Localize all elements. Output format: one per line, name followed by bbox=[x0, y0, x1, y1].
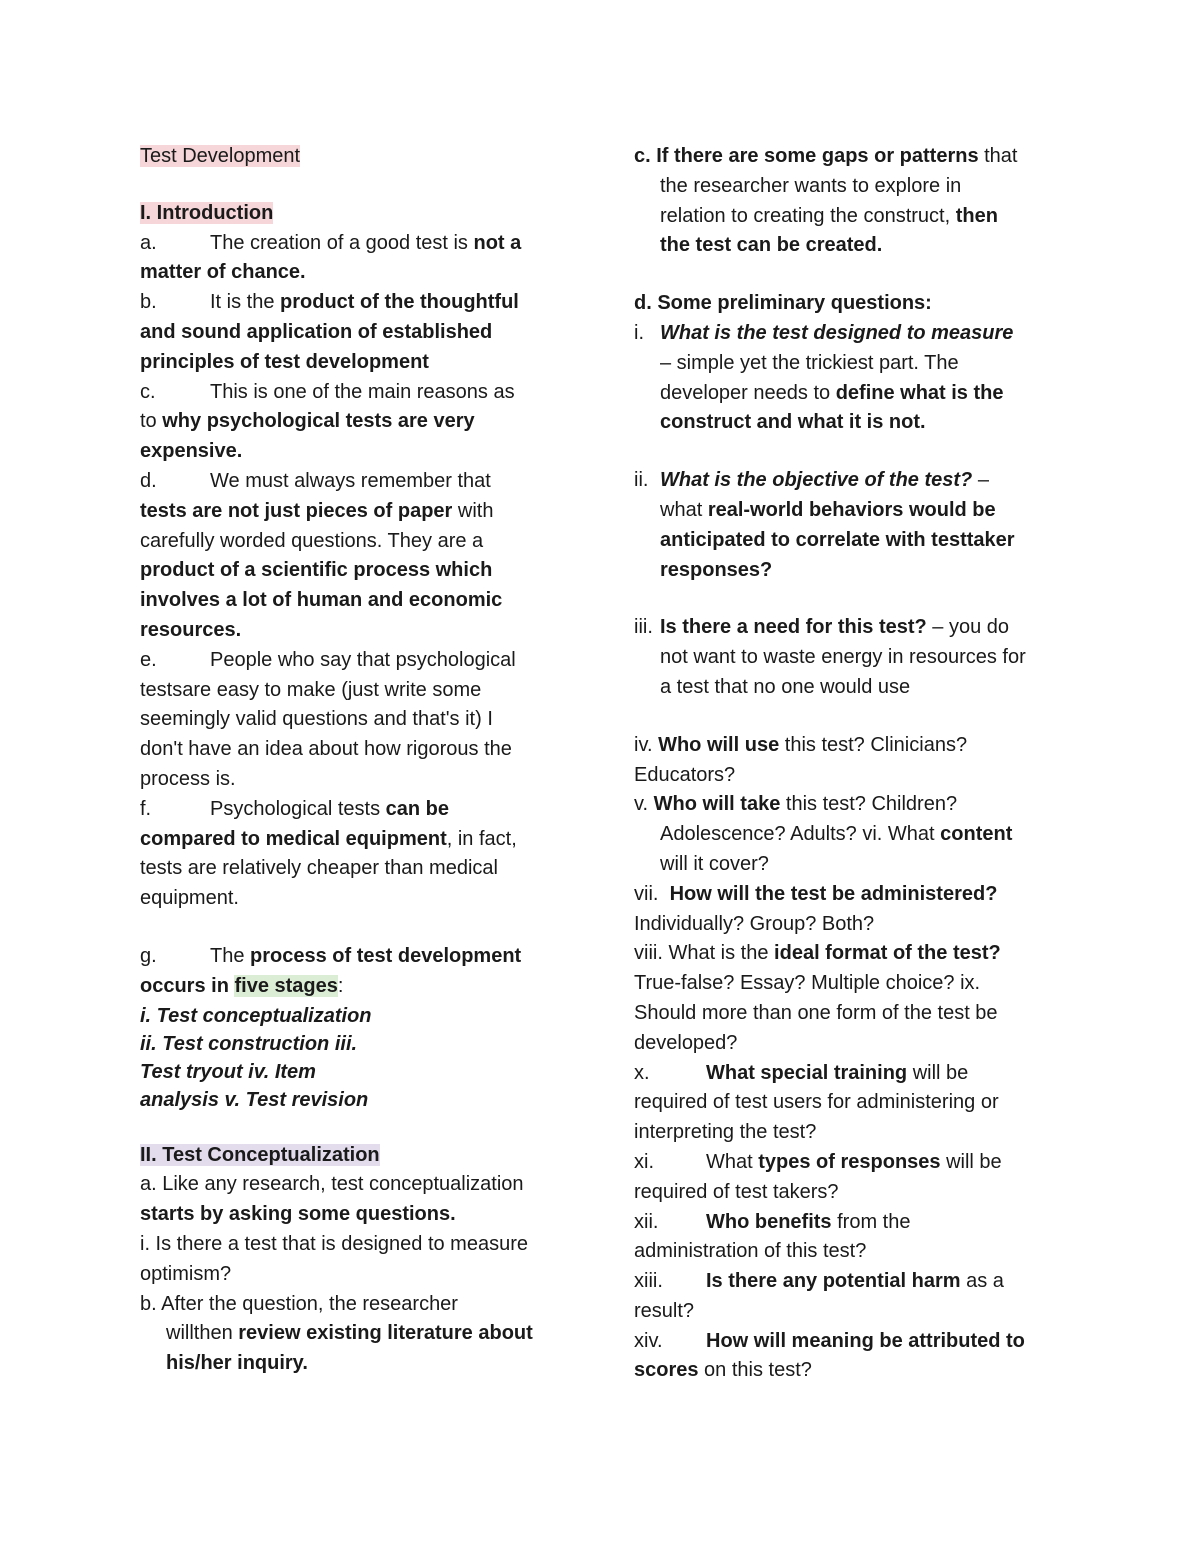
question-i: i. What is the test designed to measure – simple yet the trickiest part. The developer needs to define what is the construct and what it is not. bbox=[634, 321, 1014, 434]
question-viii: viii. What is the ideal format of the test? True-false? Essay? Multiple choice? ix. Should more than one form of the test be developed? bbox=[634, 942, 1001, 1054]
question-xii: xii. Who benefits from the administration of this test? bbox=[634, 1210, 911, 1263]
question-x: x. What special training will be required of test users for administering or interpreting the test? bbox=[634, 1061, 999, 1144]
stage-line: ii. Test construction iii. bbox=[140, 1032, 358, 1055]
intro-item-d: d. We must always remember that tests are not just pieces of paper with carefully worded questions. They are a product of a scientific process which involves a lot of human and economic resources. bbox=[140, 469, 503, 641]
question-vii: vii. How will the test be administered? Individually? Group? Both? bbox=[634, 882, 998, 935]
stage-line: analysis v. Test revision bbox=[140, 1088, 369, 1111]
stages-list bbox=[140, 1002, 580, 1114]
conceptualization-body: a. Like any research, test conceptualization starts by asking some questions. i. Is there a test that is designed to measure optimism? b. After the question, the researcher willthen review existing literature about his/her inquiry. bbox=[140, 1173, 533, 1375]
intro-item-f: f. Psychological tests can be compared to medical equipment, in fact, tests are relatively cheaper than medical equipment. bbox=[140, 797, 517, 910]
intro-item-g: g. The process of test development occurs in five stages: bbox=[140, 944, 522, 997]
intro-item-e: e. People who say that psychological testsare easy to make (just write some seemingly valid questions and that's it) I don't have an idea about how rigorous the process is. bbox=[140, 648, 516, 790]
document-title: Test Development bbox=[140, 145, 301, 167]
section-heading-introduction: I. Introduction bbox=[140, 201, 274, 224]
left-column bbox=[140, 142, 580, 1379]
question-v: v. Who will take this test? Children? Adolescence? Adults? vi. What content will it cover? bbox=[634, 793, 1013, 875]
item-c: c. If there are some gaps or patterns that the researcher wants to explore in relation to creating the construct, then the test can be created. bbox=[634, 145, 1018, 257]
question-iii: iii. Is there a need for this test? – you do not want to waste energy in resources for a test that no one would use bbox=[634, 616, 1026, 698]
intro-item-b: b. It is the product of the thoughtful and sound application of established principles of test development bbox=[140, 291, 519, 373]
question-xiv: xiv. How will meaning be attributed to scores on this test? bbox=[634, 1329, 1025, 1382]
question-ii: ii. What is the objective of the test? – what real-world behaviors would be anticipated to correlate with testtaker responses? bbox=[634, 469, 1015, 581]
question-iv: iv. Who will use this test? Clinicians? Educators? bbox=[634, 733, 968, 786]
right-column bbox=[634, 142, 1074, 1386]
intro-item-c: c. This is one of the main reasons as to why psychological tests are very expensive. bbox=[140, 380, 515, 463]
stage-line: i. Test conceptualization bbox=[140, 1004, 372, 1027]
stage-line: Test tryout iv. Item bbox=[140, 1060, 316, 1083]
preliminary-questions-heading: d. Some preliminary questions: bbox=[634, 292, 932, 315]
section-heading-conceptualization: II. Test Conceptualization bbox=[140, 1143, 380, 1166]
question-xi: xi. What types of responses will be required of test takers? bbox=[634, 1150, 1002, 1203]
question-xiii: xiii. Is there any potential harm as a result? bbox=[634, 1270, 1004, 1322]
intro-item-a: a. The creation of a good test is not a matter of chance. bbox=[140, 231, 522, 284]
